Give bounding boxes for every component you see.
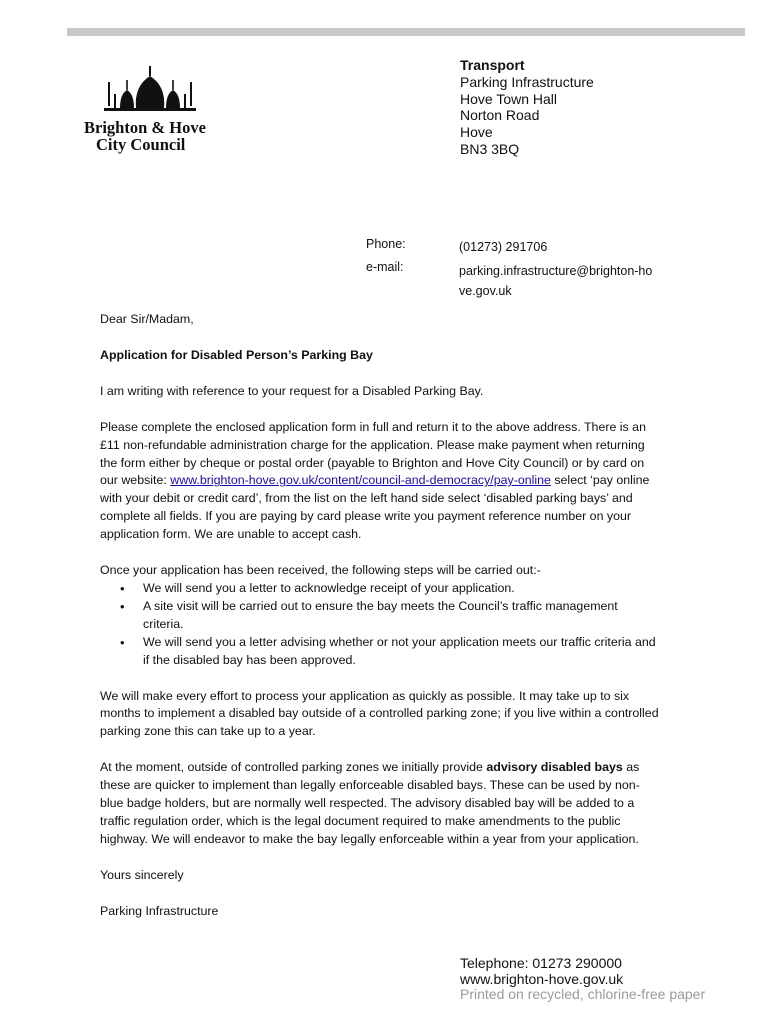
closing: Yours sincerely — [100, 867, 184, 882]
phone-label: Phone: — [366, 237, 406, 251]
list-item: • We will send you a letter to acknowledge receipt of your application. — [143, 580, 660, 598]
top-divider-bar — [67, 28, 745, 36]
address-line: Norton Road — [460, 107, 540, 124]
department-name: Transport — [460, 57, 525, 73]
advisory-bays-paragraph: At the moment, outside of controlled parking zones we initially provide advisory disabled bays as these are quicker to implement than legally enforceable disabled bays. These can be used by non-blue badge holders, but are normally well respected. The advisory disabled bay will be added to a traffic regulation order, which is the legal document required to make amendments to the public highway. We will endeavor to make the bay legally enforceable within a year from your application. — [100, 760, 640, 846]
instructions-paragraph: Please complete the enclosed application form in full and return it to the above address. There is an £11 non-refundable administration charge for the application. Please make payment when returning the form either by cheque or postal order (payable to Brighton and Hove City Council) or by card on our website: www.brighton-hove.gov.uk/content/council-and-democracy/pay-online select ‘pay online with your debit or credit card’, from the list on the left hand side select ‘disabled parking bays’ and complete all fields. If you are paying by card please write you payment reference number on your application form. We are unable to accept cash. — [100, 419, 650, 542]
steps-intro: Once your application has been received, the following steps will be carried out:- — [100, 563, 541, 578]
letter-body — [100, 311, 660, 921]
salutation: Dear Sir/Madam, — [100, 312, 194, 326]
footer-telephone: Telephone: 01273 290000 — [460, 955, 622, 971]
logo-text-line2: City Council — [96, 135, 186, 154]
timeline-paragraph: We will make every effort to process your application as quickly as possible. It may take up to six months to implement a disabled bay outside of a controlled parking zone; if you live within a controlled parking zone this can take up to a year. — [100, 688, 659, 739]
email-value: parking.infrastructure@brighton-hove.gov.uk — [459, 264, 653, 298]
address-line: Parking Infrastructure — [460, 73, 594, 90]
list-item: • We will send you a letter advising whether or not your application meets our traffic criteria and if the disabled bay has been approved. — [143, 634, 660, 670]
email-label: e-mail: — [366, 260, 404, 274]
address-line: BN3 3BQ — [460, 140, 520, 157]
address-line: Hove — [460, 124, 493, 141]
steps-list — [100, 580, 660, 670]
council-logo — [84, 64, 224, 156]
pay-online-link[interactable]: www.brighton-hove.gov.uk/content/council-and-democracy/pay-online — [170, 473, 551, 488]
intro-paragraph: I am writing with reference to your request for a Disabled Parking Bay. — [100, 383, 484, 398]
footer-website: www.brighton-hove.gov.uk — [460, 970, 624, 987]
letter-subject: Application for Disabled Person’s Parking Bay — [100, 347, 373, 362]
address-line: Hove Town Hall — [460, 90, 558, 107]
royal-pavilion-icon — [100, 64, 200, 116]
footer — [460, 956, 705, 1003]
list-item: • A site visit will be carried out to ensure the bay meets the Council’s traffic management criteria. — [143, 598, 660, 634]
phone-value: (01273) 291706 — [459, 240, 548, 254]
signature: Parking Infrastructure — [100, 903, 219, 918]
footer-recycled-note: Printed on recycled, chlorine-free paper — [460, 986, 706, 1002]
logo-text-line1: Brighton & Hove — [84, 118, 206, 137]
sender-address — [460, 57, 594, 158]
